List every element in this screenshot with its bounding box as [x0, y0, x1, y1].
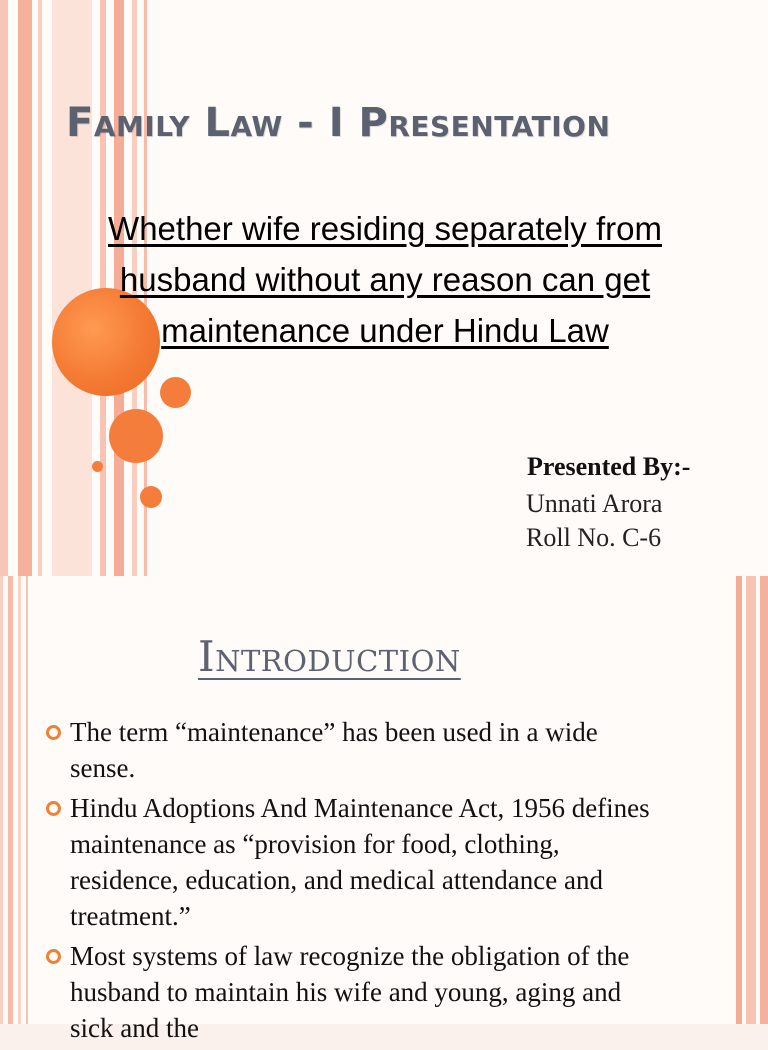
decorative-circle [160, 377, 191, 408]
decorative-circle [140, 486, 162, 508]
slide-title: Family Law - I Presentation [66, 100, 611, 146]
decorative-circle-small [92, 461, 103, 472]
list-item [44, 714, 664, 786]
decorative-stripe [746, 576, 756, 1024]
decorative-stripe [8, 576, 13, 1024]
decorative-stripe [760, 576, 768, 1024]
presenter-roll-number: Roll No. C-6 [526, 523, 662, 552]
presented-by-label: Presented By:- [527, 452, 691, 481]
presenter-name: Unnati Arora [526, 489, 663, 518]
bullet-text: Most systems of law recognize the obligation of the husband to maintain his wife and young, aging and sick and the [70, 941, 630, 1043]
list-item [44, 938, 664, 1046]
slide-heading: Introduction [198, 632, 461, 681]
decorative-stripe [26, 576, 28, 1024]
decorative-stripe [736, 576, 742, 1024]
decorative-stripe [38, 0, 42, 576]
circle-bullet-icon [46, 801, 61, 816]
circle-bullet-icon [46, 949, 61, 964]
decorative-stripe [0, 576, 3, 1024]
decorative-stripe [18, 0, 32, 576]
circle-bullet-icon [46, 725, 61, 740]
decorative-stripe [0, 0, 8, 576]
bullet-text: Hindu Adoptions And Maintenance Act, 1956 defines maintenance as “provision for food, clothing, residence, education, and medical attendance and treatment.” [70, 793, 650, 931]
bullet-list [44, 714, 664, 1050]
decorative-stripe [18, 576, 21, 1024]
slide-subtitle: Whether wife residing separately from husband without any reason can get maintenance under Hindu Law [108, 210, 662, 349]
decorative-circle [109, 409, 163, 463]
bullet-text: The term “maintenance” has been used in a wide sense. [70, 717, 598, 783]
list-item [44, 790, 664, 934]
